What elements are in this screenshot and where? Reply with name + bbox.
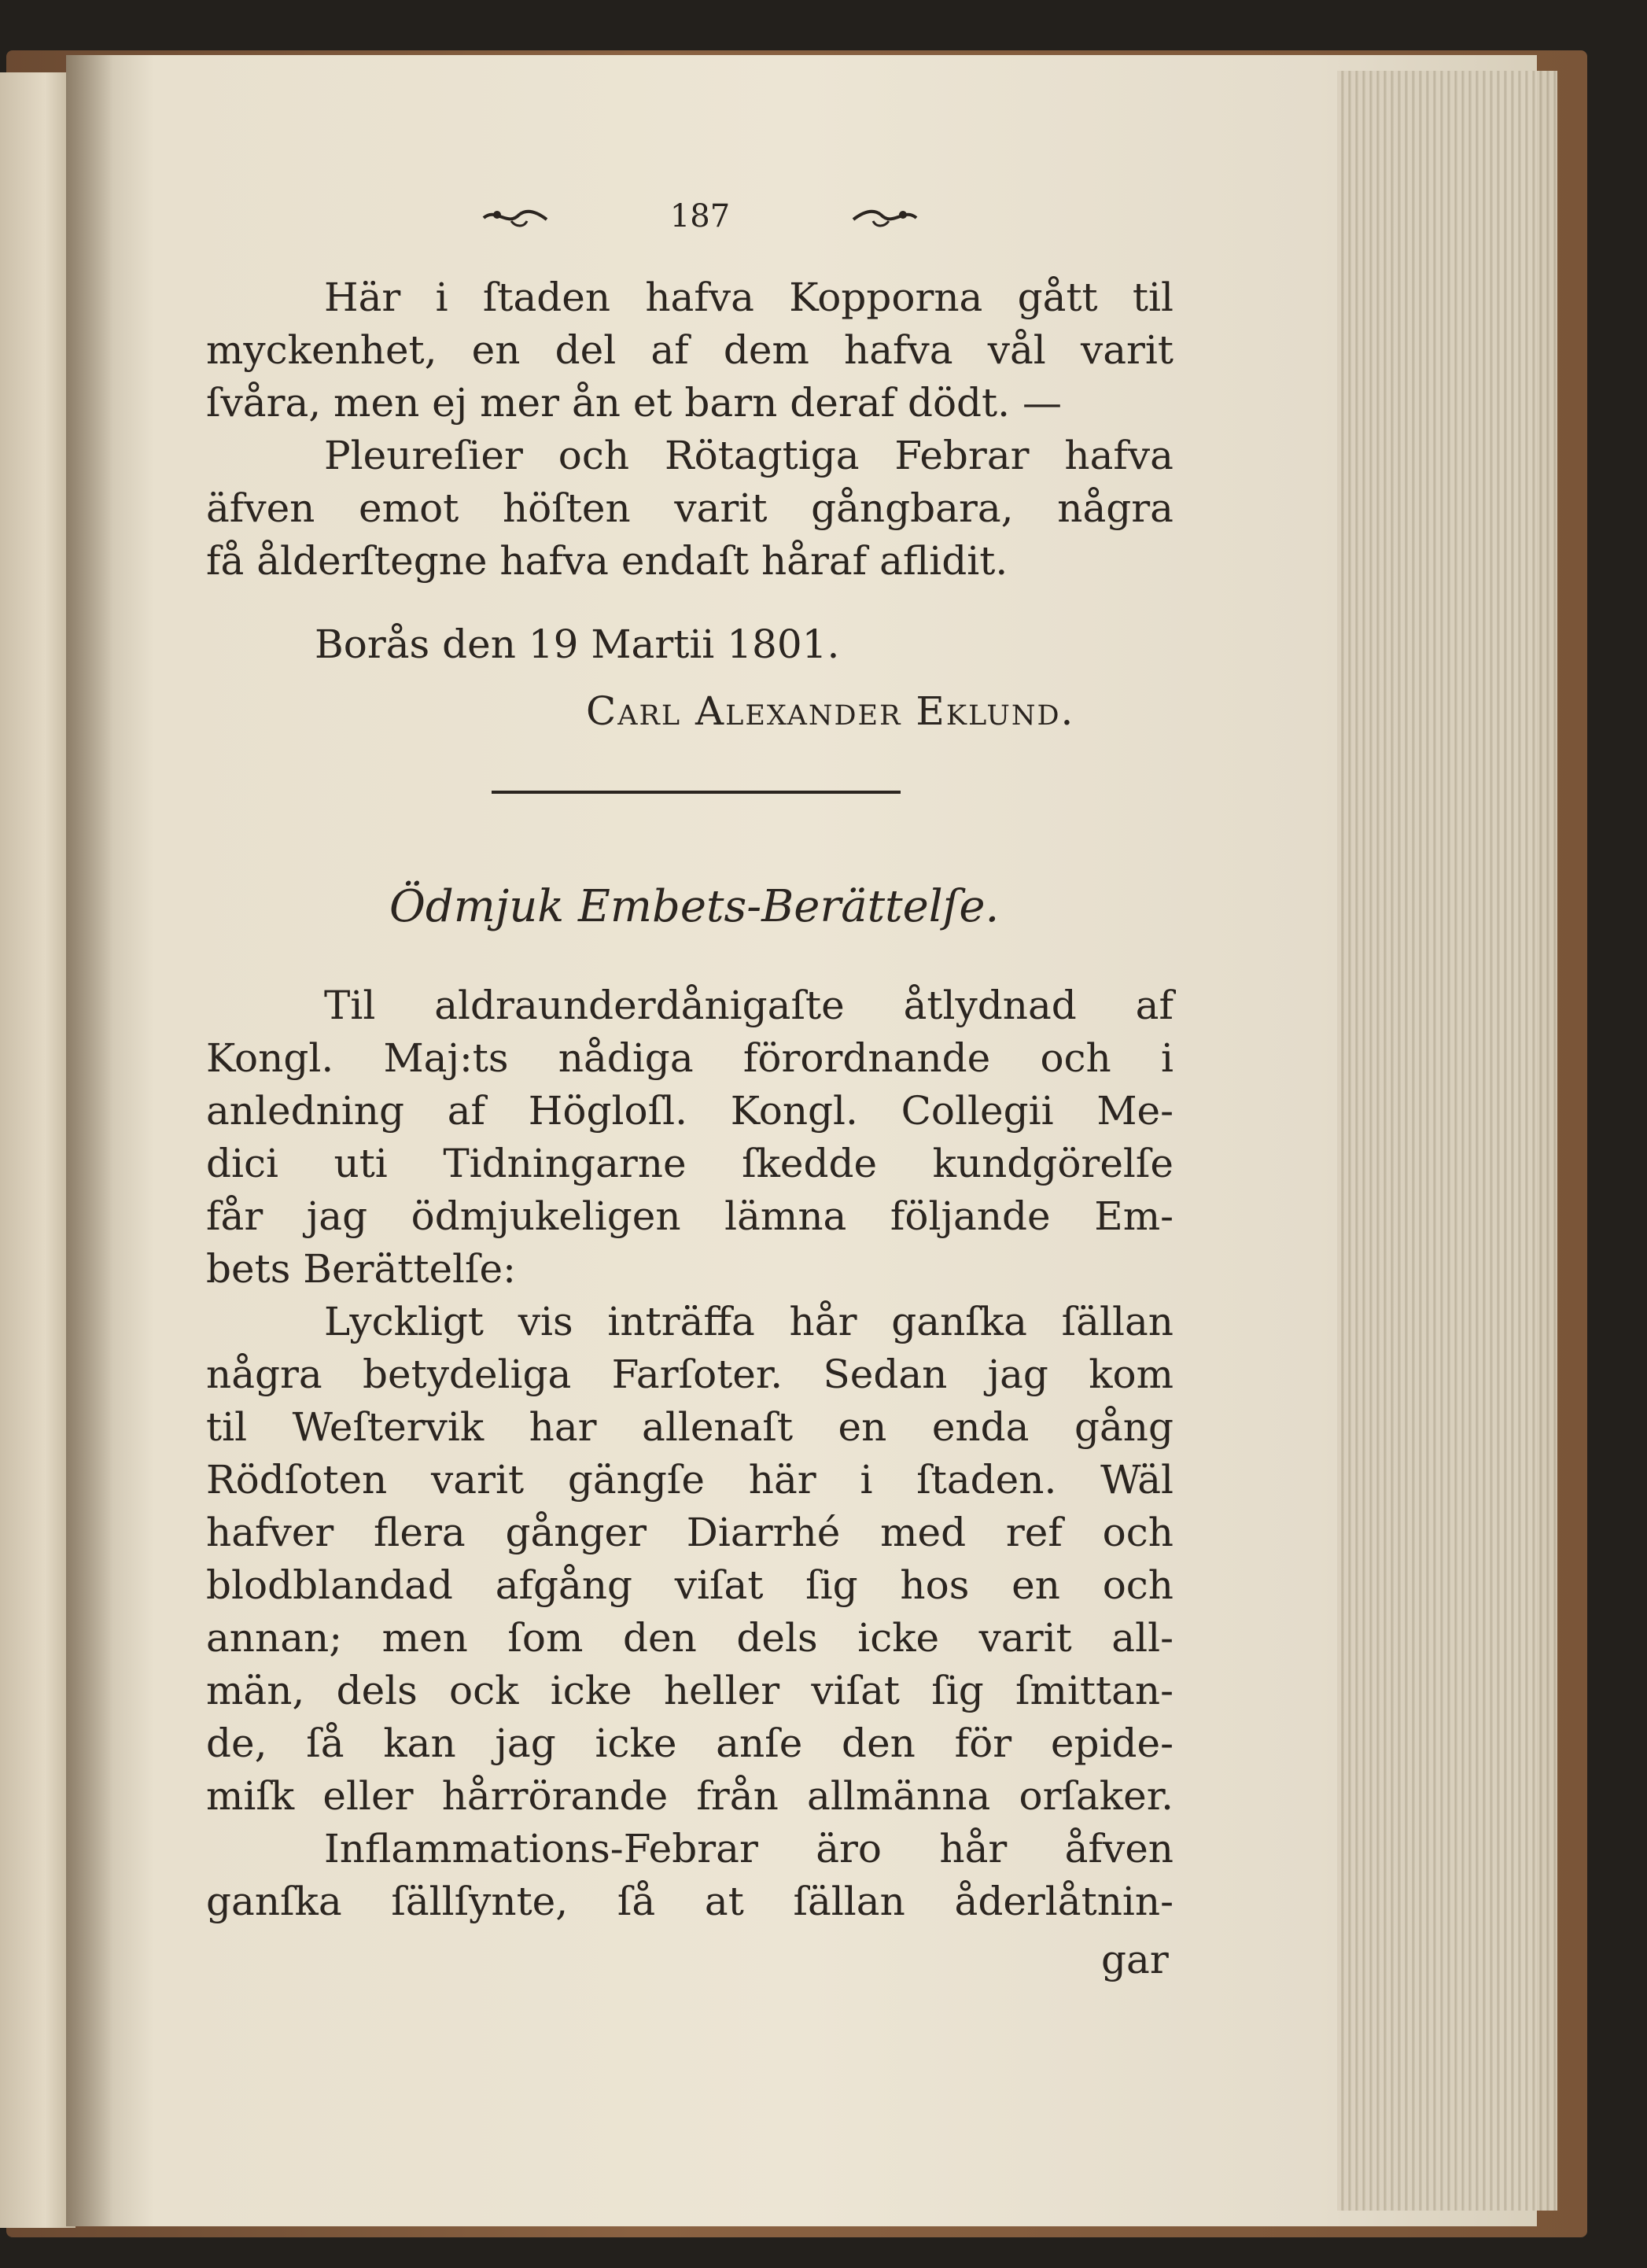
text-line: Inflammations-Febrar äro hår åfven (324, 1826, 1174, 1872)
text-line: Pleureſier och Rötagtiga Febrar hafva (324, 433, 1174, 478)
paragraph-section2 (206, 979, 1174, 1928)
text-line: myckenhet, en del af dem hafva vål varit (206, 327, 1174, 373)
section-heading: Ödmjuk Embets-Berättelſe. (389, 881, 1000, 932)
left-page-edge (0, 72, 76, 2228)
paragraph-section1 (206, 271, 1174, 588)
text-line: anledning af Högloſl. Kongl. Collegii Me- (206, 1088, 1174, 1134)
text-line: ſvåra, men ej mer ån et barn deraf dödt. — (206, 380, 1062, 426)
fleuron-right-icon (849, 201, 920, 232)
text-line: män, dels ock icke heller viſat ſig ſmittan- (206, 1668, 1174, 1713)
text-line: ganſka ſällſynte, ſå at ſällan åderlåtnin- (206, 1879, 1174, 1924)
text-line: Rödſoten varit gängſe här i ſtaden. Wäl (206, 1457, 1174, 1503)
text-line: Til aldraunderdånigaſte åtlydnad af (324, 983, 1174, 1028)
page-number: 187 (669, 198, 731, 234)
place-date: Borås den 19 Martii 1801. (315, 621, 840, 667)
text-line: Lyckligt vis inträffa hår ganſka ſällan (324, 1299, 1174, 1344)
signature: Carl Alexander Eklund. (586, 688, 1075, 734)
text-line: Här i ſtaden hafva Kopporna gått til (324, 275, 1174, 320)
section-divider (492, 791, 901, 794)
text-line: hafver flera gånger Diarrhé med ref och (206, 1510, 1174, 1555)
text-line: miſk eller hårrörande från allmänna orſaker. (206, 1773, 1174, 1819)
text-line: de, ſå kan jag icke anſe den för epide- (206, 1720, 1174, 1766)
text-line: bets Berättelſe: (206, 1246, 516, 1292)
catchword: gar (1101, 1937, 1169, 1982)
text-line: blodblandad afgång viſat ſig hos en och (206, 1562, 1174, 1608)
fleuron-left-icon (480, 201, 551, 232)
text-line: några betydeliga Farſoter. Sedan jag kom (206, 1352, 1174, 1397)
page-gutter-shadow (66, 55, 113, 2226)
text-line: få ålderſtegne hafva endaſt håraf aflidit. (206, 538, 1008, 584)
text-line: til Weſtervik har allenaſt en enda gång (206, 1404, 1174, 1450)
text-line: annan; men ſom den dels icke varit all- (206, 1615, 1174, 1661)
text-line: äfven emot höſten varit gångbara, några (206, 485, 1174, 531)
page-header (480, 189, 920, 244)
text-line: Kongl. Maj:ts nådiga förordnande och i (206, 1035, 1174, 1081)
text-line: får jag ödmjukeligen lämna följande Em- (206, 1193, 1174, 1239)
page-stack-edges (1337, 71, 1557, 2211)
text-line: dici uti Tidningarne ſkedde kundgörelſe (206, 1141, 1174, 1186)
